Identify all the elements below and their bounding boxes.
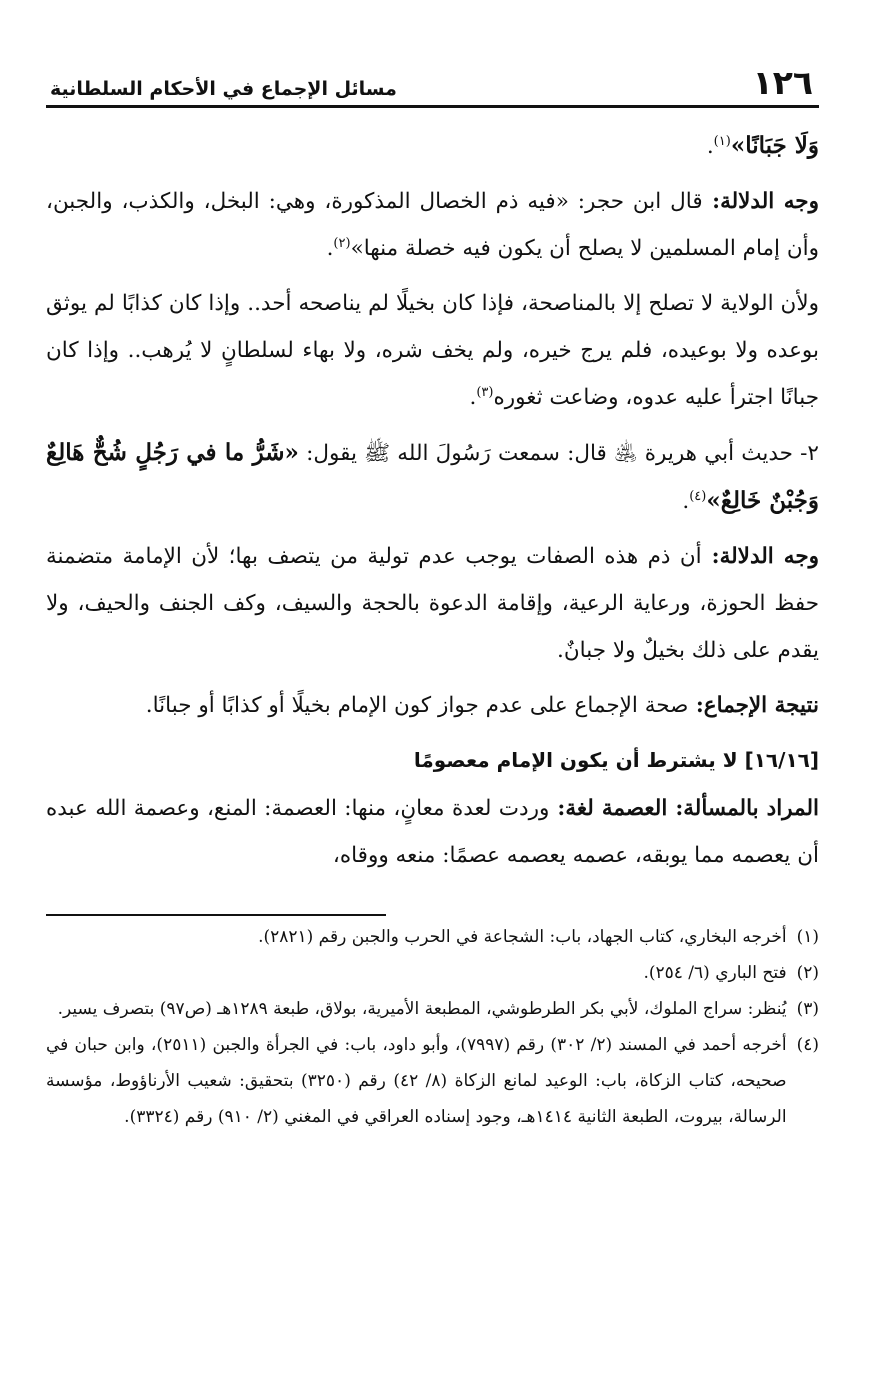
hadith-text: وَلَا جَبَانًا» xyxy=(730,132,819,159)
paragraph-evidence-2 xyxy=(46,533,819,674)
section-heading: [١٦/١٦] لا يشترط أن يكون الإمام معصومًا xyxy=(413,748,819,772)
paragraph-text: قال ابن حجر: «فيه ذم الخصال المذكورة، وهي: البخل، والكذب، والجبن، وأن إمام المسلمين لا يصلح أن يكون فيه خصلة منها» xyxy=(46,189,819,261)
paragraph-hadith-end xyxy=(46,122,819,170)
footnote-ref: (٢) xyxy=(333,235,351,251)
footnote xyxy=(46,955,819,991)
sentence-end: . xyxy=(326,236,334,261)
paragraph-text: أن ذم هذه الصفات يوجب عدم تولية من يتصف بها؛ لأن الإمامة متضمنة حفظ الحوزة، ورعاية الرعية، وإقامة الدعوة بالحجة والسيف، وكف الجنف والحيف، ولا يقدم على ذلك بخيلٌ ولا جبانٌ. xyxy=(46,544,819,663)
paragraph-text: ولأن الولاية لا تصلح إلا بالمناصحة، فإذا كان بخيلًا لم يناصحه أحد.. وإذا كان كذابًا لم يوثق بوعده ولا بوعيده، فلم يرج خيره، ولم يخف شره، ولا بهاء لسلطانٍ لا يُرهب.. وإذا كان جبانًا اجترأ عليه عدوه، وضاعت ثغوره xyxy=(46,291,819,410)
paragraph-text: صحة الإجماع على عدم جواز كون الإمام بخيلًا أو كذابًا أو جبانًا. xyxy=(145,693,689,718)
footnote-ref: (١) xyxy=(713,133,731,149)
paragraph-reasoning xyxy=(46,280,819,421)
footnote-number: (٢) xyxy=(796,963,819,983)
label-consensus: نتيجة الإجماع: xyxy=(688,693,819,718)
label-definition: المراد بالمسألة: العصمة لغة: xyxy=(549,796,820,821)
footnote-text: أخرجه أحمد في المسند (٢/ ٣٠٢) رقم (٧٩٩٧)، وأبو داود، باب: في الجرأة والجبن (٢٥١١)، وابن حبان في صحيحه، كتاب الزكاة، باب: الوعيد لمانع الزكاة (٨/ ٤٢) رقم (٣٢٥٠) بتحقيق: شعيب الأرناؤوط، مؤسسة الرسالة، بيروت، الطبعة الثانية ١٤١٤هـ، وجود إسناده العراقي في المغني (٢/ ٩١٠) رقم (٣٣٢٤). xyxy=(46,1035,787,1127)
footnote xyxy=(46,991,819,1027)
hadith-text: «شَرُّ ما في رَجُلٍ شُحٌّ هَالِعٌ وَجُبْنٌ خَالِعٌ» xyxy=(46,439,819,514)
main-text xyxy=(46,122,819,879)
footnote-ref: (٤) xyxy=(689,488,707,504)
footnote-number: (٣) xyxy=(796,999,819,1019)
running-title: مسائل الإجماع في الأحكام السلطانية xyxy=(50,78,397,100)
sentence-end: . xyxy=(706,134,714,159)
footnotes xyxy=(46,919,819,1135)
paragraph-evidence-1 xyxy=(46,178,819,272)
page-header xyxy=(46,58,819,108)
footnote xyxy=(46,1027,819,1135)
footnote-number: (٤) xyxy=(796,1035,819,1055)
footnote xyxy=(46,919,819,955)
paragraph-consensus-result xyxy=(46,682,819,729)
paragraph-text: ٢- حديث أبي هريرة ﵁ قال: سمعت رَسُولَ الله ﷺ يقول: xyxy=(298,441,819,466)
sentence-end: . xyxy=(469,385,477,410)
footnote-ref: (٣) xyxy=(476,384,494,400)
label-evidence: وجه الدلالة: xyxy=(702,189,819,214)
label-evidence: وجه الدلالة: xyxy=(701,544,819,569)
footnote-text: فتح الباري (٦/ ٢٥٤). xyxy=(643,963,787,983)
sentence-end: . xyxy=(682,489,690,514)
footnote-text: أخرجه البخاري، كتاب الجهاد، باب: الشجاعة في الحرب والجبن رقم (٢٨٢١). xyxy=(258,927,787,947)
paragraph-text: وردت لعدة معانٍ، منها: العصمة: المنع، وعصمة الله عبده أن يعصمه مما يوبقه، عصمه يعصمه عصمًا: منعه ووقاه، xyxy=(46,796,819,868)
footnote-text: يُنظر: سراج الملوك، لأبي بكر الطرطوشي، المطبعة الأميرية، بولاق، طبعة ١٢٨٩هـ (ص٩٧) بتصرف يسير. xyxy=(57,999,787,1019)
paragraph-definition xyxy=(46,785,819,879)
footnote-number: (١) xyxy=(796,927,819,947)
page-number: ١٢٦ xyxy=(752,63,813,102)
paragraph-hadith-2 xyxy=(46,429,819,525)
